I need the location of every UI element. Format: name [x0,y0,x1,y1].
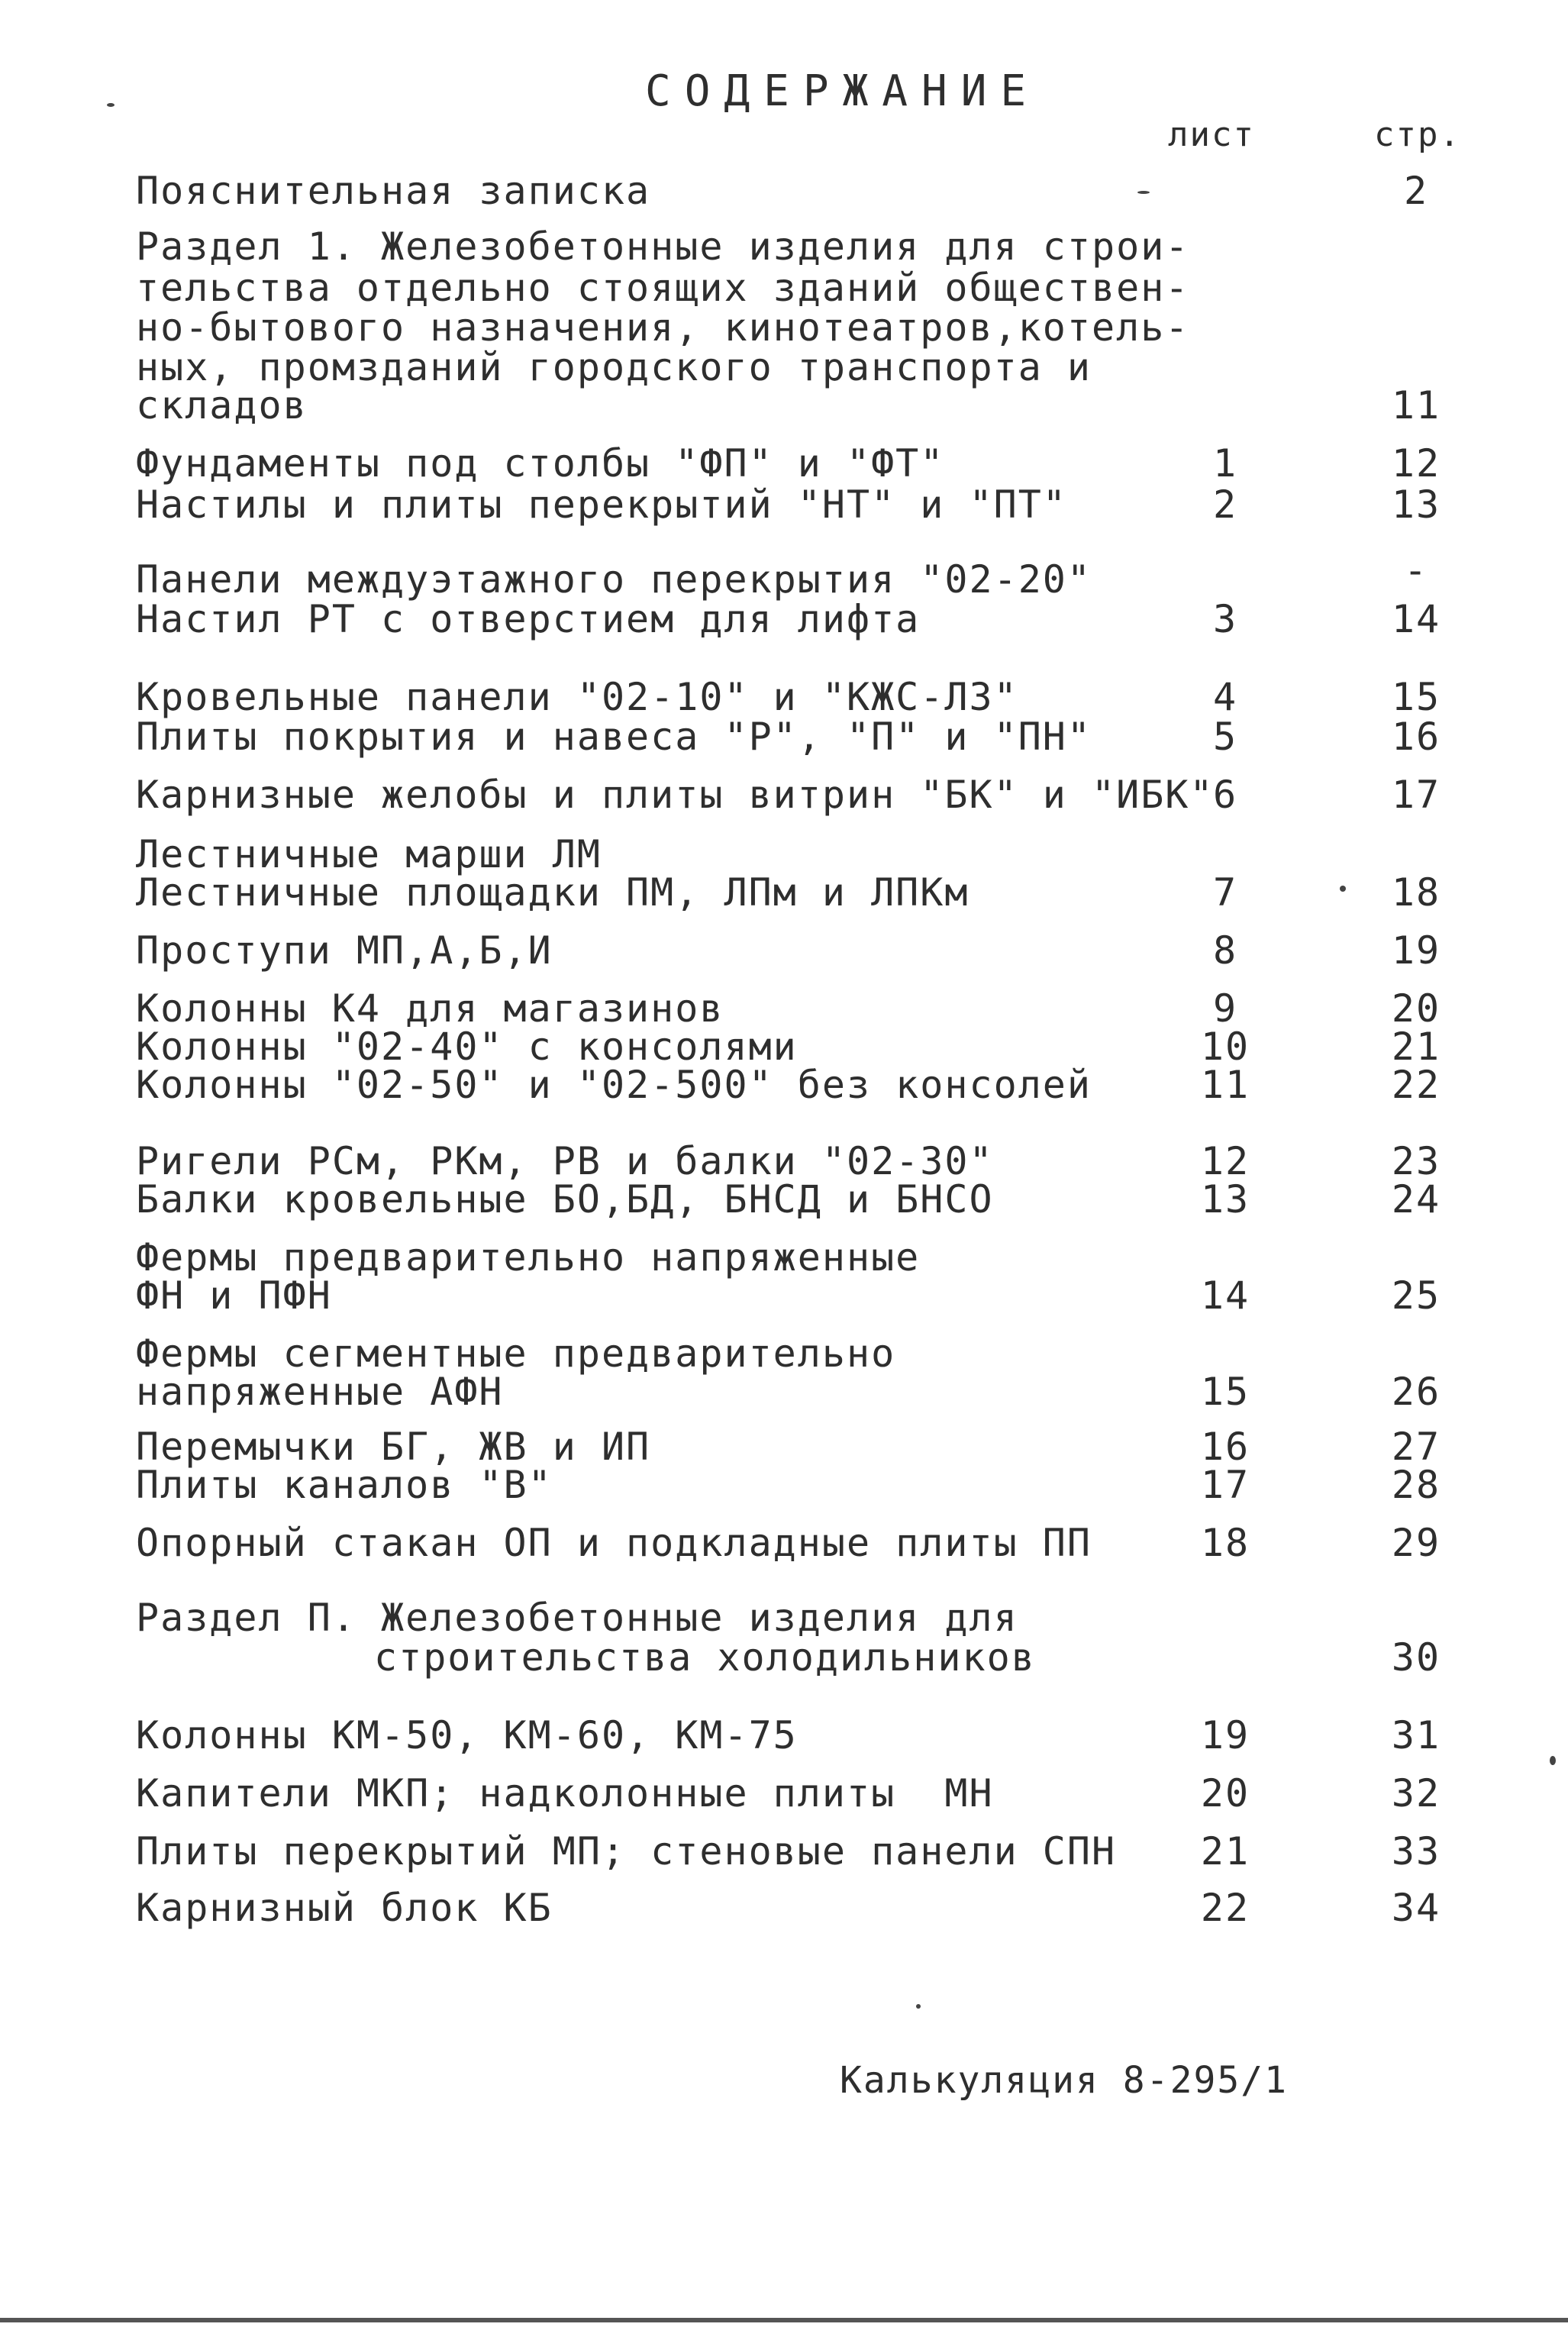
toc-entry-sheet: 21 [1200,1829,1250,1874]
toc-entry-text: Колонны "02-40" с консолями [136,1025,798,1069]
toc-entry-page: 19 [1391,928,1441,973]
toc-entry-page: 13 [1391,483,1441,527]
toc-entry-page: 27 [1391,1425,1441,1469]
toc-entry-page: 31 [1391,1713,1441,1757]
section-heading-line: Раздел П. Железобетонные изделия для [136,1596,1018,1640]
toc-entry-text: Проступи МП,А,Б,И [136,928,553,973]
toc-entry-sheet: 8 [1212,928,1238,973]
toc-entry-text: ФН и ПФН [136,1273,332,1318]
toc-entry-text: Фундаменты под столбы "ФП" и "ФТ" [136,441,945,486]
toc-entry-text: Фермы сегментные предварительно [136,1331,896,1376]
column-header-sheet: лист [1168,115,1255,154]
toc-entry-sheet: 1 [1212,441,1238,486]
toc-entry-sheet: 3 [1212,597,1238,641]
toc-entry-sheet: 11 [1200,1063,1250,1107]
section-heading-line: но-бытового назначения, кинотеатров,котель- [136,305,1190,350]
toc-entry-sheet: 13 [1200,1177,1250,1222]
toc-entry-page: 17 [1391,773,1441,817]
section-heading-line: складов [136,383,308,428]
toc-entry-sheet: 5 [1212,715,1238,759]
toc-entry-page: 29 [1391,1521,1441,1565]
toc-entry-text: Фермы предварительно напряженные [136,1235,921,1280]
document-footer-code: Калькуляция 8-295/1 [840,2059,1289,2102]
toc-entry-text: Лестничные марши ЛМ [136,832,602,876]
toc-entry-sheet: 22 [1200,1886,1250,1930]
toc-entry-text: Карнизные желобы и плиты витрин "БК" и "ИБК" [136,773,1215,817]
toc-entry-text: напряженные АФН [136,1370,504,1414]
toc-entry-page: 21 [1391,1025,1441,1069]
toc-entry-sheet: 7 [1212,870,1238,915]
toc-entry-text: Балки кровельные БО,БД, БНСД и БНСО [136,1177,994,1222]
toc-entry-text: Колонны КМ-50, КМ-60, КМ-75 [136,1713,798,1757]
toc-entry-text: Плиты покрытия и навеса "Р", "П" и "ПН" [136,715,1092,759]
toc-entry-page: 20 [1391,986,1441,1031]
toc-entry-text: Колонны К4 для магазинов [136,986,724,1031]
toc-entry-text: Настил РТ с отверстием для лифта [136,597,921,641]
toc-entry-sheet: 10 [1200,1025,1250,1069]
toc-entry-page: 32 [1391,1771,1441,1815]
toc-entry-sheet: 14 [1200,1273,1250,1318]
toc-entry-sheet: 12 [1200,1139,1250,1183]
toc-entry-text: Карнизный блок КБ [136,1886,553,1930]
toc-entry-page: 26 [1391,1370,1441,1414]
toc-entry-page: - [1403,548,1429,592]
section-heading-line: тельства отдельно стоящих зданий обществен- [136,266,1190,310]
toc-entry-page: 14 [1391,597,1441,641]
toc-entry-text: Колонны "02-50" и "02-500" без консолей [136,1063,1092,1107]
scan-speck [107,103,115,107]
toc-entry-page: 12 [1391,441,1441,486]
toc-entry-page: 28 [1391,1463,1441,1507]
section-heading-page: 11 [1391,383,1441,428]
toc-entry-sheet: 6 [1212,773,1238,817]
toc-entry-sheet: 9 [1212,986,1238,1031]
toc-entry-sheet: 18 [1200,1521,1250,1565]
toc-entry-text: Опорный стакан ОП и подкладные плиты ПП [136,1521,1092,1565]
toc-entry-sheet: 19 [1200,1713,1250,1757]
toc-entry-sheet: 20 [1200,1771,1250,1815]
toc-entry-page: 34 [1391,1886,1441,1930]
toc-entry-text: Плиты каналов "В" [136,1463,553,1507]
toc-entry-sheet: 4 [1212,675,1238,719]
toc-entry-page: 18 [1391,870,1441,915]
toc-entry-text: Перемычки БГ, ЖВ и ИП [136,1425,651,1469]
toc-entry-sheet: 17 [1200,1463,1250,1507]
toc-entry-page: 24 [1391,1177,1441,1222]
toc-entry-text: Кровельные панели "02-10" и "КЖС-ЛЗ" [136,675,1018,719]
toc-entry-page: 23 [1391,1139,1441,1183]
section-heading-line: Раздел 1. Железобетонные изделия для строи- [136,224,1190,269]
scan-speck [1137,191,1150,194]
toc-entry-sheet: 2 [1212,483,1238,527]
page-title: СОДЕРЖАНИЕ [645,66,1040,116]
scan-speck [916,2004,921,2009]
toc-entry-text: Настилы и плиты перекрытий "НТ" и "ПТ" [136,483,1067,527]
toc-entry-text: Ригели РСм, РКм, РВ и балки "02-30" [136,1139,994,1183]
scan-speck [1340,886,1346,892]
section-heading-line: строительства холодильников [374,1635,1036,1680]
section-heading-page: 30 [1391,1635,1441,1680]
toc-entry-sheet: 15 [1200,1370,1250,1414]
scan-bottom-edge [0,2318,1568,2322]
toc-entry-text: Капители МКП; надколонные плиты МН [136,1771,994,1815]
column-header-page: стр. [1374,115,1461,154]
toc-entry-text: Панели междуэтажного перекрытия "02-20" [136,557,1092,602]
toc-entry-page: 16 [1391,715,1441,759]
toc-entry-text: Плиты перекрытий МП; стеновые панели СПН [136,1829,1117,1874]
toc-entry-page: 15 [1391,675,1441,719]
toc-entry-sheet: 16 [1200,1425,1250,1469]
toc-entry-page: 22 [1391,1063,1441,1107]
toc-entry-text: Лестничные площадки ПМ, ЛПм и ЛПКм [136,870,970,915]
toc-entry-page: 2 [1403,169,1429,213]
section-heading-line: ных, промзданий городского транспорта и [136,345,1092,389]
scan-speck [1550,1756,1556,1765]
toc-entry-page: 25 [1391,1273,1441,1318]
toc-entry-page: 33 [1391,1829,1441,1874]
toc-entry-text: Пояснительная записка [136,169,651,213]
